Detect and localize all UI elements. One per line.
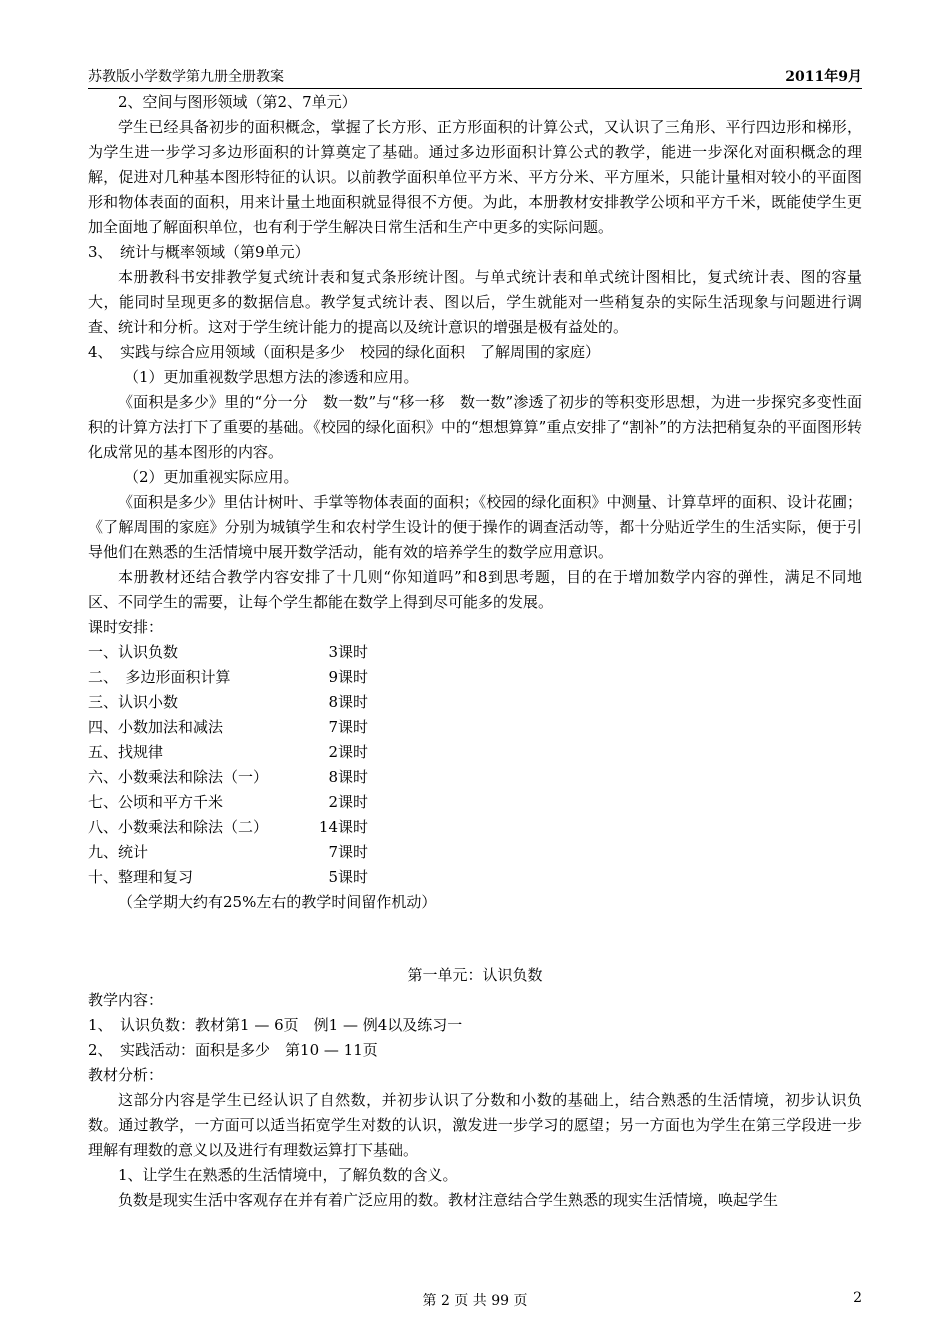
schedule-row bbox=[88, 865, 862, 890]
section-3-title: 3、 统计与概率领域（第9单元） bbox=[88, 243, 310, 261]
schedule-row bbox=[88, 715, 862, 740]
schedule-note: （全学期大约有25%左右的教学时间留作机动） bbox=[118, 893, 437, 911]
page-header bbox=[88, 64, 862, 89]
teaching-content-item: 2、 实践活动：面积是多少 第10 — 11页 bbox=[88, 1041, 378, 1059]
schedule-unit: 九、统计 bbox=[88, 843, 149, 861]
page-count: 第 2 页 共 99 页 bbox=[422, 1293, 528, 1309]
goal-point-1-paragraph: 负数是现实生活中客观存在并有着广泛应用的数。教材注意结合学生熟悉的现实生活情境，唤起学生 bbox=[118, 1191, 779, 1209]
page-footer bbox=[88, 1290, 862, 1314]
schedule-unit: 六、小数乘法和除法（一） bbox=[88, 768, 269, 786]
section-4-subtitle-1: （1）更加重视数学思想方法的渗透和应用。 bbox=[124, 368, 419, 386]
material-analysis-label: 教材分析： bbox=[88, 1066, 164, 1084]
header-date: 2011年9月 bbox=[785, 69, 862, 85]
document-body bbox=[88, 90, 862, 1213]
schedule-hours: 8课时 bbox=[328, 693, 368, 711]
section-spacer bbox=[88, 915, 862, 963]
section-4-paragraph-2: 《面积是多少》里估计树叶、手掌等物体表面的面积；《校园的绿化面积》中测量、计算草坪的面积、设计花圃；《了解周围的家庭》分别为城镇学生和农村学生设计的便于操作的调查活动等，都十分贴近学生的生活实际，便于引导他们在熟悉的生活情境中展开数学活动，能有效的培养学生的数学应用意识。 bbox=[88, 493, 862, 561]
schedule-hours: 3课时 bbox=[328, 643, 368, 661]
schedule-row bbox=[88, 665, 862, 690]
schedule-unit: 一、认识负数 bbox=[88, 643, 179, 661]
section-3-paragraph: 本册教科书安排教学复式统计表和复式条形统计图。与单式统计表和单式统计图相比，复式统计表、图的容量大，能同时呈现更多的数据信息。教学复式统计表、图以后，学生就能对一些稍复杂的实际生活现象与问题进行调查、统计和分析。这对于学生统计能力的提高以及统计意识的增强是极有益处的。 bbox=[88, 268, 862, 336]
unit-1-heading: 第一单元：认识负数 bbox=[407, 966, 543, 984]
schedule-unit: 四、小数加法和减法 bbox=[88, 718, 224, 736]
schedule-title: 课时安排： bbox=[88, 618, 164, 636]
schedule-row bbox=[88, 765, 862, 790]
schedule-hours: 8课时 bbox=[328, 768, 368, 786]
schedule-hours: 14课时 bbox=[318, 818, 368, 836]
schedule-unit: 二、 多边形面积计算 bbox=[88, 668, 231, 686]
schedule-hours: 5课时 bbox=[328, 868, 368, 886]
schedule-unit: 八、小数乘法和除法（二） bbox=[88, 818, 269, 836]
schedule-hours: 7课时 bbox=[328, 718, 368, 736]
section-4-paragraph-3: 本册教材还结合教学内容安排了十几则“你知道吗”和8到思考题，目的在于增加数学内容的弹性，满足不同地区、不同学生的需要，让每个学生都能在数学上得到尽可能多的发展。 bbox=[88, 568, 862, 611]
schedule-row bbox=[88, 640, 862, 665]
section-4-title: 4、 实践与综合应用领域（面积是多少 校园的绿化面积 了解周围的家庭） bbox=[88, 343, 601, 361]
page-number: 2 bbox=[853, 1290, 862, 1306]
schedule-unit: 十、整理和复习 bbox=[88, 868, 194, 886]
section-2-title: 2、空间与图形领域（第2、7单元） bbox=[118, 93, 357, 111]
schedule-hours: 2课时 bbox=[328, 793, 368, 811]
material-analysis-paragraph: 这部分内容是学生已经认识了自然数，并初步认识了分数和小数的基础上，结合熟悉的生活情境，初步认识负数。通过教学，一方面可以适当拓宽学生对数的认识，激发进一步学习的愿望；另一方面也为学生在第三学段进一步理解有理数的意义以及进行有理数运算打下基础。 bbox=[88, 1091, 862, 1159]
header-title: 苏教版小学数学第九册全册教案 bbox=[88, 69, 284, 85]
section-2-paragraph: 学生已经具备初步的面积概念，掌握了长方形、正方形面积的计算公式，又认识了三角形、平行四边形和梯形，为学生进一步学习多边形面积的计算奠定了基础。通过多边形面积计算公式的教学，能进一步深化对面积概念的理解，促进对几种基本图形特征的认识。以前教学面积单位平方米、平方分米、平方厘米，只能计量相对较小的平面图形和物体表面的面积，用来计量土地面积就显得很不方便。为此，本册教材安排教学公顷和平方千米，既能使学生更加全面地了解面积单位，也有利于学生解决日常生活和生产中更多的实际问题。 bbox=[88, 118, 862, 236]
schedule-unit: 三、认识小数 bbox=[88, 693, 179, 711]
teaching-content-label: 教学内容： bbox=[88, 991, 164, 1009]
schedule-row bbox=[88, 690, 862, 715]
schedule-row bbox=[88, 790, 862, 815]
schedule-unit: 七、公顷和平方千米 bbox=[88, 793, 224, 811]
section-4-subtitle-2: （2）更加重视实际应用。 bbox=[124, 468, 299, 486]
teaching-content-item: 1、 认识负数：教材第1 — 6页 例1 — 例4以及练习一 bbox=[88, 1016, 463, 1034]
schedule-hours: 7课时 bbox=[328, 843, 368, 861]
schedule-hours: 2课时 bbox=[328, 743, 368, 761]
schedule-row bbox=[88, 840, 862, 865]
section-4-paragraph-1: 《面积是多少》里的“分一分 数一数”与“移一移 数一数”渗透了初步的等积变形思想，为进一步探究多变性面积的计算方法打下了重要的基础。《校园的绿化面积》中的“想想算算”重点安排了“割补”的方法把稍复杂的平面图形转化成常见的基本图形的内容。 bbox=[88, 393, 862, 461]
goal-point-1: 1、让学生在熟悉的生活情境中，了解负数的含义。 bbox=[118, 1166, 458, 1184]
schedule-hours: 9课时 bbox=[328, 668, 368, 686]
schedule-row bbox=[88, 740, 862, 765]
schedule-list bbox=[88, 640, 862, 890]
schedule-unit: 五、找规律 bbox=[88, 743, 164, 761]
schedule-row bbox=[88, 815, 862, 840]
